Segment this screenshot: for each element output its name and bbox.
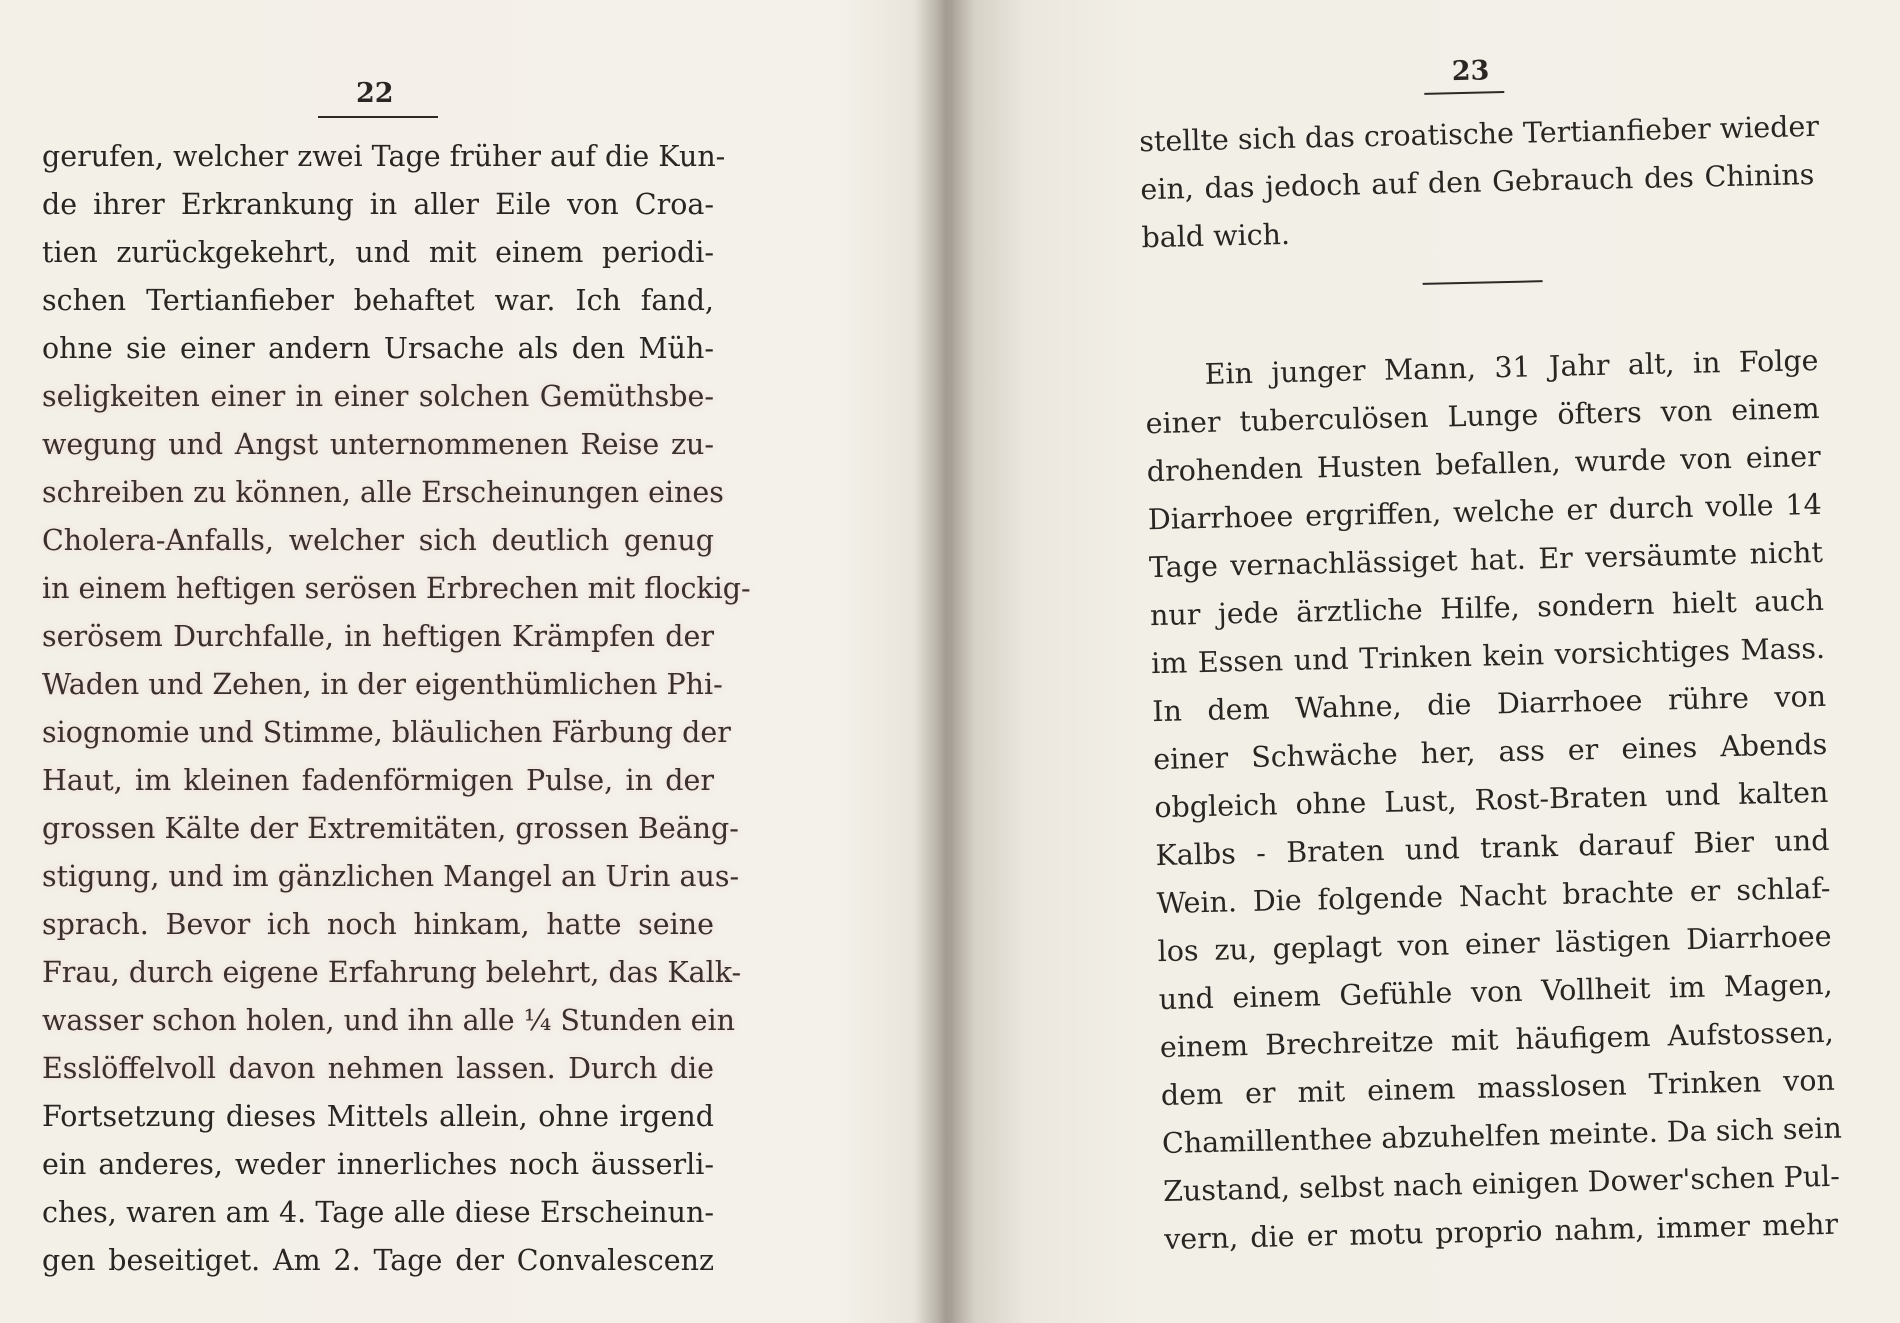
- right-line-5: einer tuberculösen Lunge öfters von einem: [1145, 391, 1820, 441]
- right-page-number-rule: [1424, 91, 1504, 95]
- left-line-13: siognomie und Stimme, bläulichen Färbung der: [42, 716, 731, 749]
- left-line-9: Cholera-Anfalls, welcher sich deutlich genug: [42, 524, 714, 557]
- left-line-20: Esslöffelvoll davon nehmen lassen. Durch die: [42, 1052, 714, 1085]
- right-line-4: Ein junger Mann, 31 Jahr alt, in Folge: [1204, 343, 1819, 391]
- right-line-10: im Essen und Trinken kein vorsichtiges Mass.: [1150, 631, 1826, 681]
- right-line-16: los zu, geplagt von einer lästigen Diarrhoee: [1157, 919, 1832, 969]
- right-line-1: stellte sich das croatische Tertianfieber wieder: [1138, 109, 1820, 159]
- right-line-11: In dem Wahne, die Diarrhoee rühre von: [1151, 679, 1827, 729]
- left-line-16: stigung, und im gänzlichen Mangel an Urin aus-: [42, 860, 740, 893]
- left-line-7: wegung und Angst unternommenen Reise zu-: [42, 428, 714, 461]
- right-line-2: ein, das jedoch auf den Gebrauch des Chinins: [1140, 157, 1815, 207]
- left-line-17: sprach. Bevor ich noch hinkam, hatte seine: [42, 908, 714, 941]
- left-line-11: serösem Durchfalle, in heftigen Krämpfen der: [42, 620, 714, 653]
- right-line-8: Tage vernachlässiget hat. Er versäumte nicht: [1148, 535, 1824, 585]
- left-line-14: Haut, im kleinen fadenförmigen Pulse, in der: [42, 764, 714, 797]
- right-line-12: einer Schwäche her, ass er eines Abends: [1152, 727, 1828, 777]
- right-page: [1038, 0, 1900, 1323]
- right-line-13: obgleich ohne Lust, Rost-Braten und kalten: [1154, 775, 1829, 825]
- right-line-3: bald wich.: [1141, 217, 1291, 255]
- left-line-19: wasser schon holen, und ihn alle ¼ Stunden ein: [42, 1004, 735, 1037]
- left-line-12: Waden und Zehen, in der eigenthümlichen Phi-: [42, 668, 723, 701]
- left-line-1: gerufen, welcher zwei Tage früher auf die Kun-: [42, 140, 726, 173]
- right-line-6: drohenden Husten befallen, wurde von einer: [1146, 439, 1822, 489]
- left-line-18: Frau, durch eigene Erfahrung belehrt, das Kalk-: [42, 956, 742, 989]
- left-line-8: schreiben zu können, alle Erscheinungen eines: [42, 476, 724, 509]
- left-page-number: 22: [356, 78, 394, 109]
- left-line-21: Fortsetzung dieses Mittels allein, ohne irgend: [42, 1100, 714, 1133]
- left-line-23: ches, waren am 4. Tage alle diese Erscheinun-: [42, 1196, 714, 1229]
- left-line-5: ohne sie einer andern Ursache als den Müh-: [42, 332, 714, 365]
- right-line-15: Wein. Die folgende Nacht brachte er schlaf-: [1156, 871, 1831, 921]
- right-line-17: und einem Gefühle von Vollheit im Magen,: [1158, 967, 1833, 1017]
- left-page-number-rule: [318, 116, 438, 118]
- right-line-14: Kalbs - Braten und trank darauf Bier und: [1155, 823, 1830, 873]
- left-line-6: seligkeiten einer in einer solchen Gemüthsbe-: [42, 380, 714, 413]
- right-page-number: 23: [1451, 55, 1490, 88]
- right-line-22: vern, die er motu proprio nahm, immer mehr: [1163, 1207, 1839, 1257]
- left-line-2: de ihrer Erkrankung in aller Eile von Croa-: [42, 188, 714, 221]
- left-line-3: tien zurückgekehrt, und mit einem periodi-: [42, 236, 714, 269]
- left-line-10: in einem heftigen serösen Erbrechen mit flockig-: [42, 572, 751, 605]
- right-line-20: Chamillenthee abzuhelfen meinte. Da sich sein: [1161, 1111, 1843, 1161]
- right-line-21: Zustand, selbst nach einigen Dower'schen Pul-: [1162, 1159, 1841, 1209]
- left-line-24: gen beseitiget. Am 2. Tage der Convalescenz: [42, 1244, 714, 1277]
- left-line-4: schen Tertianfieber behaftet war. Ich fand,: [42, 284, 714, 317]
- right-line-7: Diarrhoee ergriffen, welche er durch volle 14: [1147, 487, 1823, 537]
- right-line-9: nur jede ärztliche Hilfe, sondern hielt auch: [1149, 583, 1825, 633]
- left-line-15: grossen Kälte der Extremitäten, grossen Beäng-: [42, 812, 739, 845]
- left-line-22: ein anderes, weder innerliches noch äusserli-: [42, 1148, 714, 1181]
- section-divider-rule: [1423, 280, 1543, 285]
- right-line-18: einem Brechreitze mit häufigem Aufstossen,: [1159, 1015, 1835, 1065]
- right-line-19: dem er mit einem masslosen Trinken von: [1160, 1063, 1836, 1113]
- left-page: [0, 0, 930, 1323]
